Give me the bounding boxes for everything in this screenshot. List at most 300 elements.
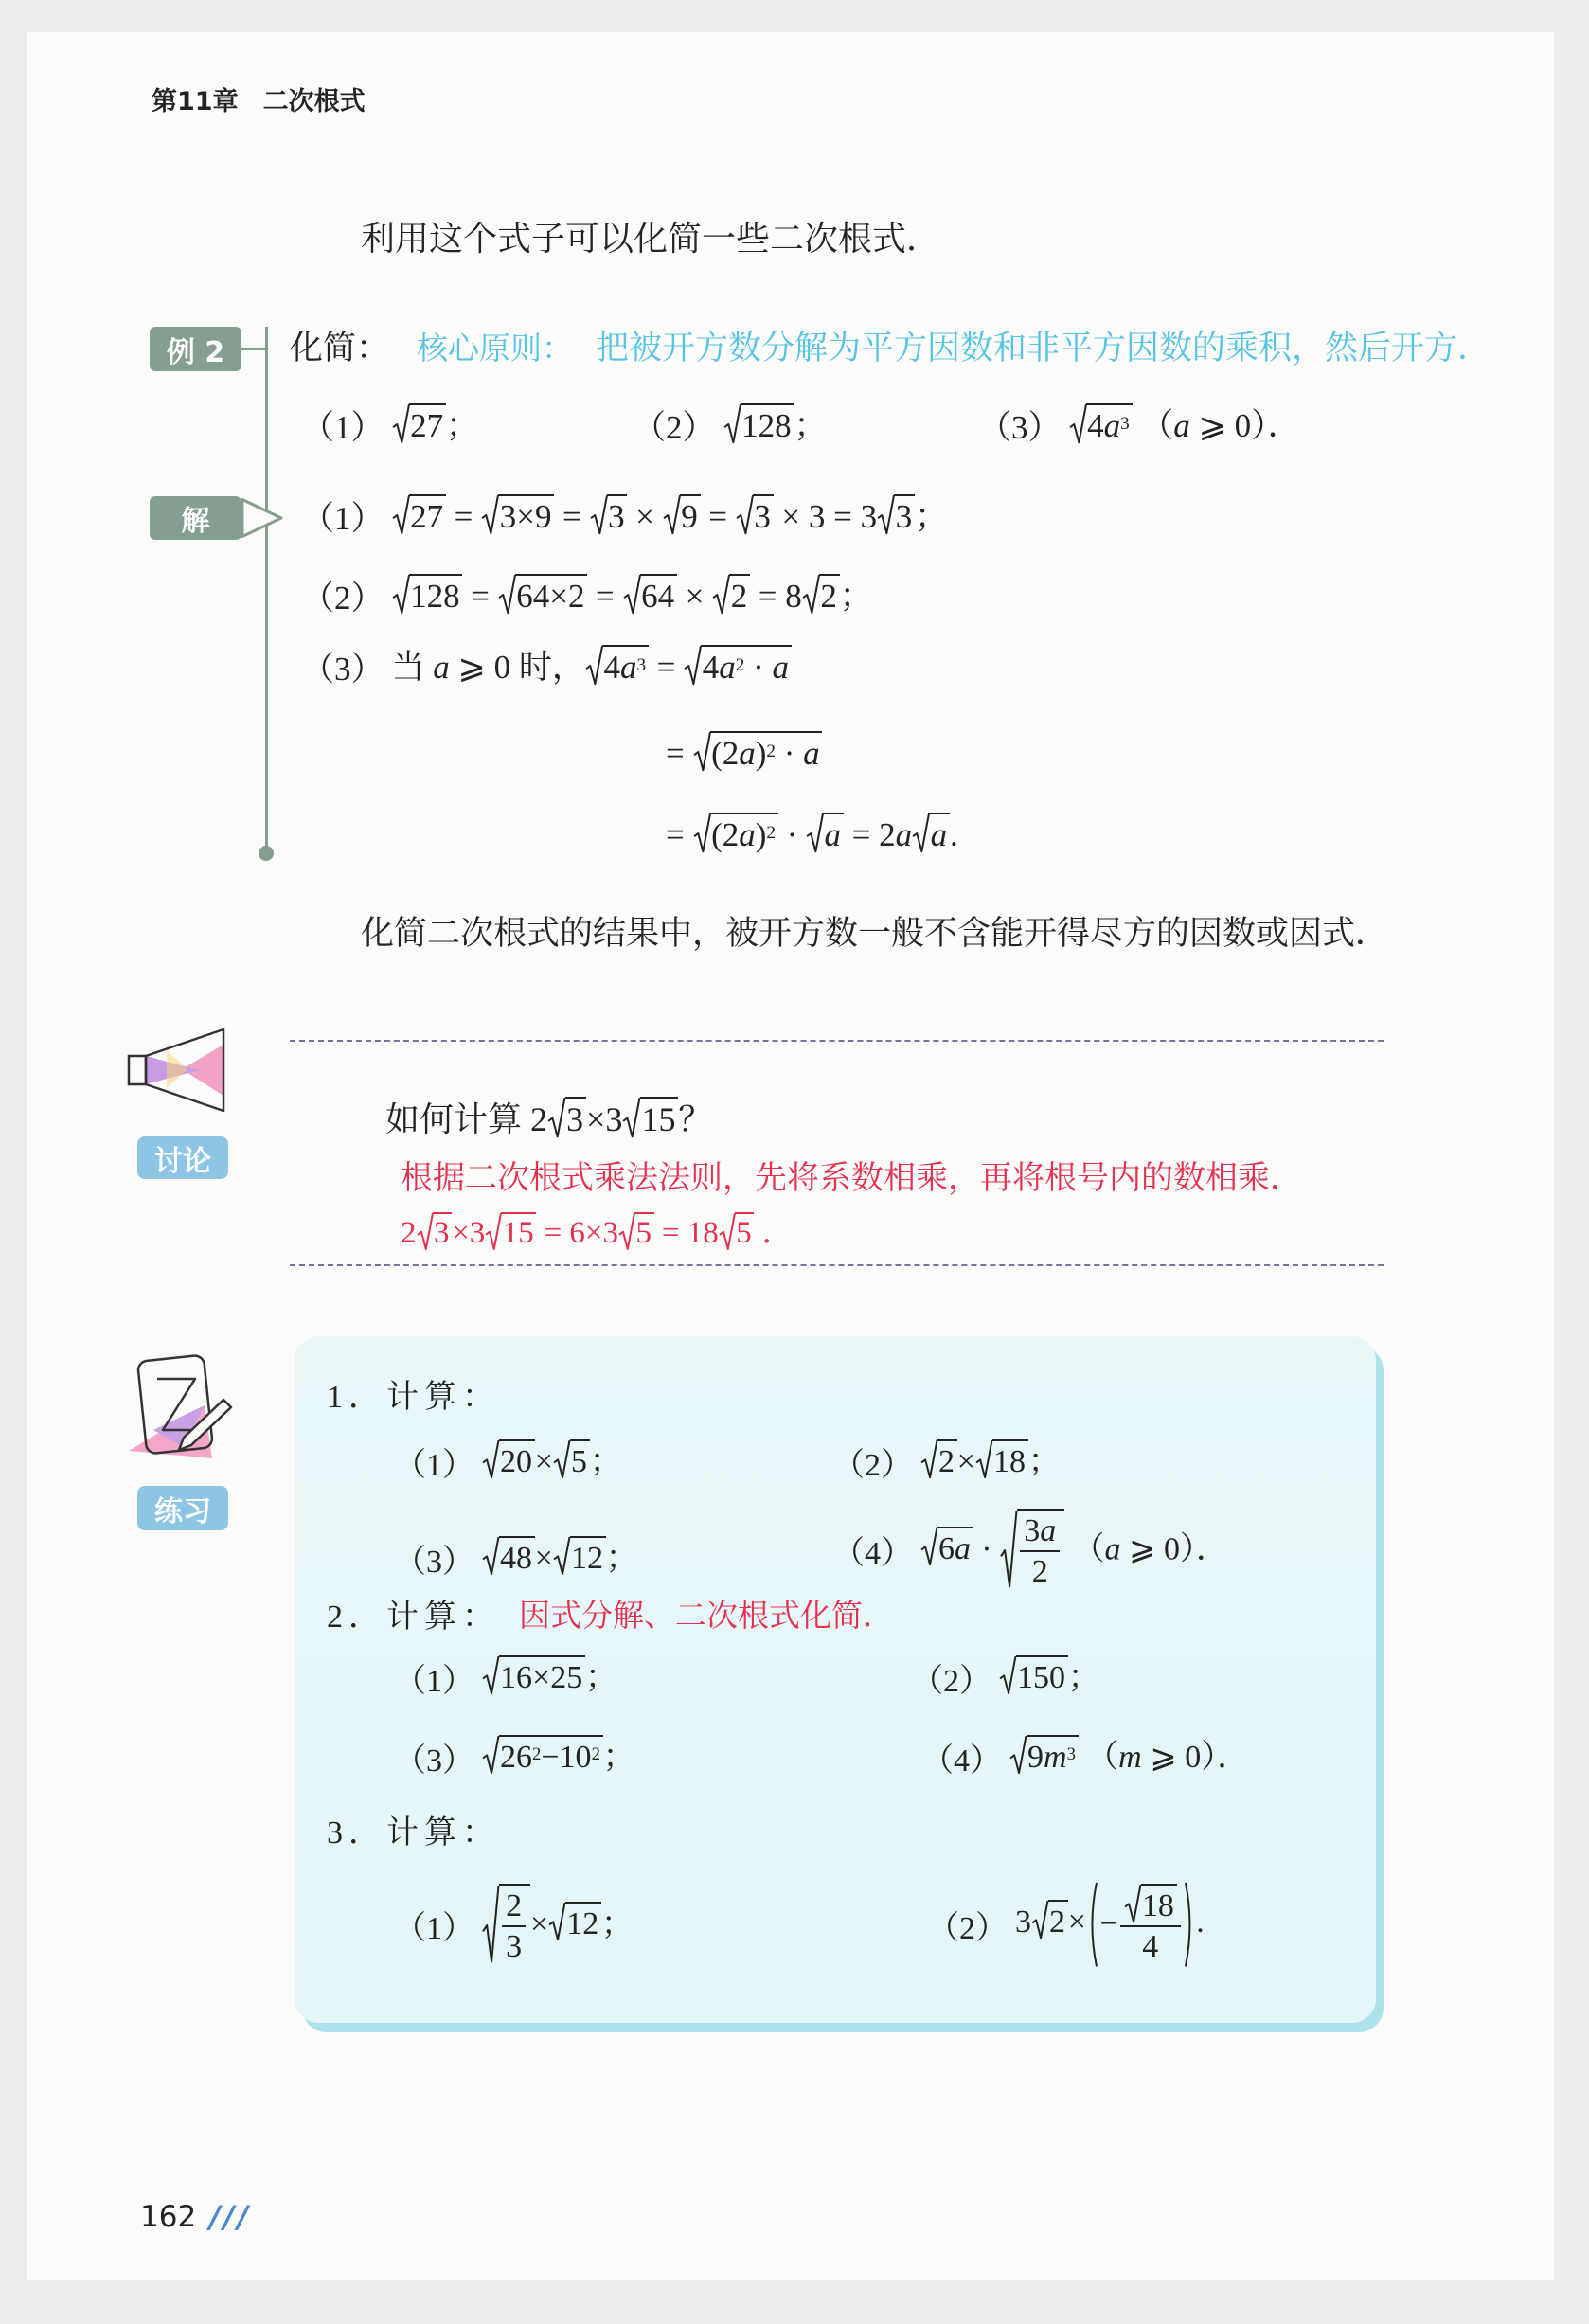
math-variable: a: [1040, 1512, 1057, 1548]
radical-sign: [712, 574, 729, 615]
math-text: ⩾ 0）．: [1120, 1530, 1229, 1566]
problem-expression: [1069, 403, 1301, 448]
radicand: [570, 1439, 590, 1480]
radicand: [499, 1536, 535, 1577]
problem-expression: [392, 403, 479, 448]
math-text: =: [666, 815, 693, 853]
item-label: （4）: [921, 1743, 1002, 1779]
math-text: ；: [794, 406, 828, 444]
square-root: [684, 649, 792, 686]
radicand: [710, 731, 823, 773]
solution-line-3: [301, 638, 792, 695]
math-superscript: 3: [1120, 413, 1130, 434]
radicand: [1086, 403, 1133, 445]
solution-badge: 解: [150, 496, 241, 540]
example-problem-3: [978, 397, 1301, 454]
item-label: （2）: [911, 1663, 991, 1699]
practice-q1-item-1: [394, 1433, 622, 1490]
radicand: [565, 1097, 586, 1140]
math-text: 9: [1027, 1739, 1044, 1775]
practice-q2-item-3: [394, 1728, 635, 1785]
radicand: [735, 1212, 754, 1252]
square-root: [877, 498, 915, 535]
example-prompt: [290, 317, 389, 374]
math-variable: a: [895, 815, 913, 853]
math-text: .: [949, 815, 958, 853]
problem-label: （3）: [978, 409, 1062, 446]
radical-sign: [920, 1527, 937, 1565]
math-variable: a: [803, 734, 820, 772]
radical-sign: [392, 574, 409, 615]
math-text: ×: [534, 1443, 553, 1479]
radical-sign: [547, 1097, 565, 1138]
radical-sign: [1009, 1735, 1027, 1774]
radicand: [640, 1097, 678, 1140]
square-root: [482, 1541, 535, 1576]
math-text: ×3: [452, 1216, 486, 1251]
practice-q2-item-2: [911, 1649, 1100, 1706]
radicand: [701, 645, 791, 687]
radicand: [499, 1735, 603, 1776]
item-expression: [1015, 1881, 1205, 1968]
math-text: =: [445, 497, 482, 535]
item-label: （2）: [832, 1447, 913, 1483]
practice-badge: 练习: [137, 1486, 228, 1530]
math-text: =: [462, 577, 498, 615]
radicand: [570, 1536, 606, 1577]
item-label: （1）: [394, 1910, 474, 1946]
question-title: 2．计算：: [327, 1599, 500, 1635]
item-label: （3）: [394, 1743, 474, 1779]
core-principle-note-text: 把被开方数分解为平方因数和非平方因数的乘积，然后开方．: [596, 330, 1491, 366]
item-expression: [482, 1735, 635, 1779]
math-text: = 8: [750, 577, 802, 615]
core-principle-note: [596, 317, 1491, 374]
practice-q1-item-4: [832, 1512, 1229, 1590]
radicand: [680, 494, 701, 536]
math-text: 128: [410, 577, 460, 615]
solution-line-2: [301, 567, 873, 624]
radicand: [634, 1212, 653, 1252]
item-expression: [482, 1884, 634, 1966]
radical-sign: [877, 494, 894, 535]
square-root: [392, 407, 446, 444]
math-text: 3: [608, 497, 625, 535]
page-number: 162: [140, 2200, 197, 2234]
solution-continuation-1: [666, 724, 822, 781]
page-slash-decoration: ///: [209, 2199, 252, 2235]
math-text: ×: [627, 497, 663, 535]
square-root: [622, 1100, 678, 1138]
math-text: −: [1099, 1905, 1118, 1941]
solution-line-1: [301, 488, 948, 545]
math-text: =: [648, 648, 685, 686]
math-text: 18: [1141, 1887, 1174, 1923]
radical-sign: [912, 813, 929, 853]
solution-expression: [666, 731, 822, 776]
discussion-question-expression: [385, 1097, 712, 1142]
item-label: （1）: [394, 1447, 474, 1483]
intro-line: [361, 207, 940, 264]
practice-q3-title: [327, 1800, 500, 1857]
square-root: [719, 1216, 755, 1250]
radicand: [937, 1439, 957, 1480]
math-text: 3: [754, 497, 771, 535]
radical-sign: [1031, 1900, 1048, 1939]
radical-sign: [481, 494, 498, 535]
radical-sign: [999, 1655, 1016, 1694]
fraction: [502, 1887, 526, 1966]
radicand: [823, 813, 844, 854]
math-variable: a: [930, 815, 948, 853]
math-text: 64×2: [516, 577, 585, 615]
left-parenthesis: [1086, 1881, 1098, 1968]
example-badge: 例 2: [150, 327, 241, 371]
example-problem-1: [301, 397, 479, 454]
math-text: 4: [1087, 406, 1104, 444]
square-root: [481, 498, 554, 535]
math-text: ；: [589, 1443, 622, 1479]
square-root: [548, 1906, 601, 1941]
math-text: ⩾ 0）．: [1141, 1739, 1250, 1775]
math-text: 26: [500, 1739, 533, 1775]
radical-sign: [553, 1439, 570, 1478]
math-text: ×: [676, 577, 713, 615]
radical-sign: [618, 1212, 634, 1250]
intro-sentence: 利用这个式子可以化简一些二次根式．: [361, 219, 941, 258]
chapter-number: 第11章: [152, 86, 239, 116]
solution-expression: [392, 645, 792, 689]
math-text: 2: [938, 1443, 955, 1479]
discussion-bottom-divider: [290, 1264, 1384, 1266]
discussion-answer: [401, 1205, 794, 1261]
parenthesized-content: [1098, 1881, 1185, 1968]
math-text: ；: [1027, 1443, 1061, 1479]
item-expression: [920, 1439, 1061, 1483]
math-variable: m: [1118, 1739, 1142, 1775]
math-text: 2: [506, 1887, 523, 1923]
practice-q2-item-4: [921, 1728, 1249, 1785]
solution-label: （3）: [301, 651, 384, 688]
radical-sign: [719, 1212, 735, 1250]
math-text: 27: [410, 497, 444, 535]
math-text: 4: [603, 648, 620, 686]
math-text: ·: [744, 648, 773, 686]
item-label: （4）: [832, 1535, 913, 1571]
core-principle-label: [417, 317, 573, 374]
radical-sign: [623, 574, 640, 615]
radical-sign: [482, 1884, 499, 1964]
math-variable: a: [772, 648, 789, 686]
math-text: −10: [541, 1739, 592, 1775]
fraction: [1020, 1512, 1060, 1591]
example-prompt-text: 化简：: [290, 330, 390, 366]
chapter-title: 二次根式: [262, 86, 366, 116]
math-text: = 6×3: [536, 1216, 619, 1251]
square-root: [1009, 1740, 1079, 1775]
radical-sign: [806, 813, 823, 853]
square-root: [1031, 1904, 1068, 1940]
discussion-answer-expression: [401, 1212, 794, 1254]
square-root: [498, 578, 588, 615]
math-text: 128: [741, 406, 792, 444]
square-root: [693, 735, 823, 772]
math-text: ；: [600, 1905, 634, 1941]
square-root: [553, 1444, 590, 1479]
question-note: 因式分解、二次根式化简．: [519, 1599, 894, 1634]
radicand: [1141, 1884, 1177, 1924]
problem-label: （2）: [633, 409, 716, 446]
radicand: [640, 574, 677, 616]
math-text: =: [700, 497, 736, 535]
radical-sign: [1000, 1509, 1017, 1589]
math-text: =: [587, 577, 623, 615]
math-variable: a: [619, 648, 637, 686]
math-text: ·: [776, 734, 804, 772]
math-text: ×3: [586, 1100, 623, 1139]
square-root: [663, 498, 701, 535]
square-root: [392, 578, 463, 615]
math-text: 150: [1017, 1659, 1066, 1695]
math-variable: a: [1104, 1530, 1121, 1566]
math-text: ；: [602, 1739, 635, 1775]
radical-sign: [482, 1439, 499, 1478]
example-vertical-guide-line: [265, 327, 268, 853]
math-variable: a: [739, 815, 756, 853]
math-text: ；: [605, 1540, 638, 1576]
math-text: 18: [992, 1443, 1026, 1479]
math-text: ；: [915, 497, 949, 535]
radical-sign: [590, 494, 607, 535]
math-text: (2: [711, 815, 740, 853]
math-text: 15: [502, 1216, 534, 1251]
math-superscript: 2: [532, 1744, 542, 1765]
math-superscript: 3: [636, 654, 647, 675]
radical-sign: [585, 645, 602, 686]
item-label: （3）: [394, 1544, 474, 1580]
square-root: [1124, 1888, 1177, 1923]
radical-sign: [482, 1735, 499, 1774]
radicand: [1017, 1509, 1064, 1591]
math-text: ): [755, 734, 767, 772]
numerator: [502, 1887, 526, 1927]
radicand: [499, 1439, 535, 1480]
math-text: 2: [820, 577, 837, 615]
math-text: .: [1196, 1904, 1205, 1940]
math-text: 2: [401, 1216, 417, 1251]
radical-sign: [498, 574, 515, 615]
square-root: [585, 649, 649, 686]
radicand: [894, 494, 915, 536]
math-text: ⩾ 0）．: [1189, 406, 1301, 444]
math-superscript: 2: [591, 1744, 600, 1765]
item-expression: [482, 1536, 638, 1580]
radical-sign: [392, 494, 409, 535]
numerator: [1020, 1512, 1060, 1552]
math-text: 5: [635, 1216, 652, 1251]
radicand: [409, 574, 463, 616]
solution-expression: [392, 494, 949, 539]
math-text: (2: [711, 734, 740, 772]
math-superscript: 2: [735, 654, 745, 675]
math-text: = 18: [653, 1216, 719, 1251]
math-variable: a: [955, 1530, 972, 1566]
item-expression: [482, 1655, 617, 1699]
radical-sign: [920, 1439, 937, 1478]
solution-label: （1）: [301, 500, 384, 537]
conclusion-line: [361, 903, 1388, 959]
math-text: （: [1064, 1530, 1105, 1566]
radical-sign: [975, 1439, 992, 1478]
radicand: [937, 1527, 973, 1567]
radicand: [729, 574, 750, 616]
math-text: ．: [754, 1216, 794, 1251]
item-expression: [999, 1655, 1100, 1699]
square-root: [1069, 407, 1133, 444]
radicand: [992, 1439, 1028, 1480]
math-superscript: 2: [766, 741, 777, 761]
math-text: 16×25: [500, 1659, 583, 1695]
math-text: 3: [433, 1216, 450, 1251]
radicand: [819, 574, 840, 616]
item-expression: [920, 1509, 1228, 1591]
math-text: 64: [641, 577, 675, 615]
square-root: [482, 1740, 603, 1775]
guide-end-dot: [259, 846, 274, 861]
math-variable: m: [1044, 1739, 1067, 1775]
math-text: ×: [529, 1905, 549, 1941]
math-text: 当: [391, 648, 434, 686]
math-variable: a: [824, 815, 842, 853]
math-text: （: [1078, 1739, 1119, 1775]
question-title: 3．计算：: [327, 1815, 500, 1850]
math-superscript: 3: [1066, 1744, 1076, 1765]
square-root: [590, 498, 628, 535]
math-text: ×: [956, 1443, 975, 1479]
radicand: [499, 1884, 530, 1966]
practice-q1-item-3: [394, 1529, 638, 1586]
radicand: [498, 494, 554, 536]
math-text: 27: [410, 406, 444, 444]
denominator: [1028, 1552, 1052, 1590]
radicand: [409, 403, 446, 445]
question-title: 1．计算：: [327, 1379, 500, 1415]
math-text: ；: [1067, 1659, 1100, 1695]
math-text: 4: [1142, 1929, 1159, 1965]
math-text: 9: [681, 497, 698, 535]
radical-sign: [392, 403, 409, 444]
square-root: [485, 1216, 536, 1250]
math-variable: a: [1173, 406, 1190, 444]
radical-sign: [485, 1212, 501, 1250]
radicand: [1048, 1900, 1068, 1940]
math-text: × 3 = 3: [773, 497, 878, 535]
radical-sign: [693, 731, 710, 772]
radicand: [1016, 1655, 1068, 1696]
radical-sign: [684, 645, 701, 686]
item-label: （1）: [394, 1663, 474, 1699]
math-text: 3: [506, 1929, 523, 1965]
math-text: ；: [445, 406, 479, 444]
math-text: 2: [1049, 1904, 1066, 1940]
math-text: 5: [736, 1216, 752, 1251]
math-text: 20: [500, 1443, 533, 1479]
square-root: [693, 816, 778, 853]
radical-sign: [1069, 403, 1086, 444]
radicand: [929, 813, 950, 854]
math-text: （: [1132, 406, 1174, 444]
math-text: 3: [895, 497, 913, 535]
square-root: [912, 816, 950, 853]
radicand: [602, 645, 649, 687]
math-text: ⩾ 0 时，: [449, 648, 585, 686]
square-root: [553, 1541, 606, 1576]
radicand: [753, 494, 774, 536]
math-text: 如何计算 2: [385, 1100, 548, 1139]
right-parenthesis: [1184, 1881, 1196, 1968]
problem-label: （1）: [301, 409, 384, 446]
radicand: [565, 1902, 601, 1942]
radical-sign: [482, 1655, 499, 1694]
practice-q2-item-1: [394, 1649, 617, 1706]
radicand: [741, 403, 794, 445]
math-text: ；: [839, 577, 873, 615]
denominator: [502, 1927, 526, 1965]
item-label: （2）: [927, 1910, 1008, 1946]
radicand: [433, 1212, 452, 1252]
denominator: [1138, 1927, 1162, 1965]
math-text: 3: [1024, 1512, 1041, 1548]
practice-q2-note: [519, 1584, 894, 1641]
radicand: [409, 494, 446, 536]
math-text: 48: [500, 1540, 533, 1576]
math-variable: a: [433, 648, 450, 686]
solution-continuation-2: [666, 806, 958, 863]
radical-sign: [622, 1097, 640, 1138]
solution-label: （2）: [301, 580, 384, 617]
discussion-badge: 讨论: [137, 1136, 228, 1179]
square-root: [712, 578, 750, 615]
square-root: [618, 1216, 654, 1250]
math-text: ): [755, 815, 767, 853]
square-root: [920, 1444, 957, 1479]
square-root: [920, 1531, 973, 1566]
square-root: [1000, 1512, 1064, 1590]
square-root: [975, 1444, 1028, 1479]
math-variable: a: [1103, 406, 1121, 444]
math-text: 3×9: [499, 497, 552, 535]
math-text: 6: [938, 1530, 955, 1566]
conclusion-text: 化简二次根式的结果中，被开方数一般不含能开得尽方的因数或因式．: [361, 915, 1389, 952]
radical-sign: [723, 403, 741, 444]
math-text: = 2: [843, 815, 896, 853]
math-text: 4: [702, 648, 720, 686]
solution-expression: [666, 813, 958, 857]
radical-sign: [802, 574, 819, 615]
practice-q1-title: [327, 1365, 500, 1421]
item-expression: [482, 1439, 622, 1483]
square-root: [547, 1100, 586, 1138]
solution-expression: [392, 574, 873, 618]
math-text: 5: [570, 1443, 587, 1479]
square-root: [482, 1660, 585, 1695]
problem-expression: [723, 403, 828, 448]
math-text: ×: [534, 1540, 553, 1576]
square-root: [482, 1444, 535, 1479]
square-root: [482, 1887, 530, 1965]
math-variable: a: [739, 734, 756, 772]
example-problem-2: [633, 397, 827, 454]
